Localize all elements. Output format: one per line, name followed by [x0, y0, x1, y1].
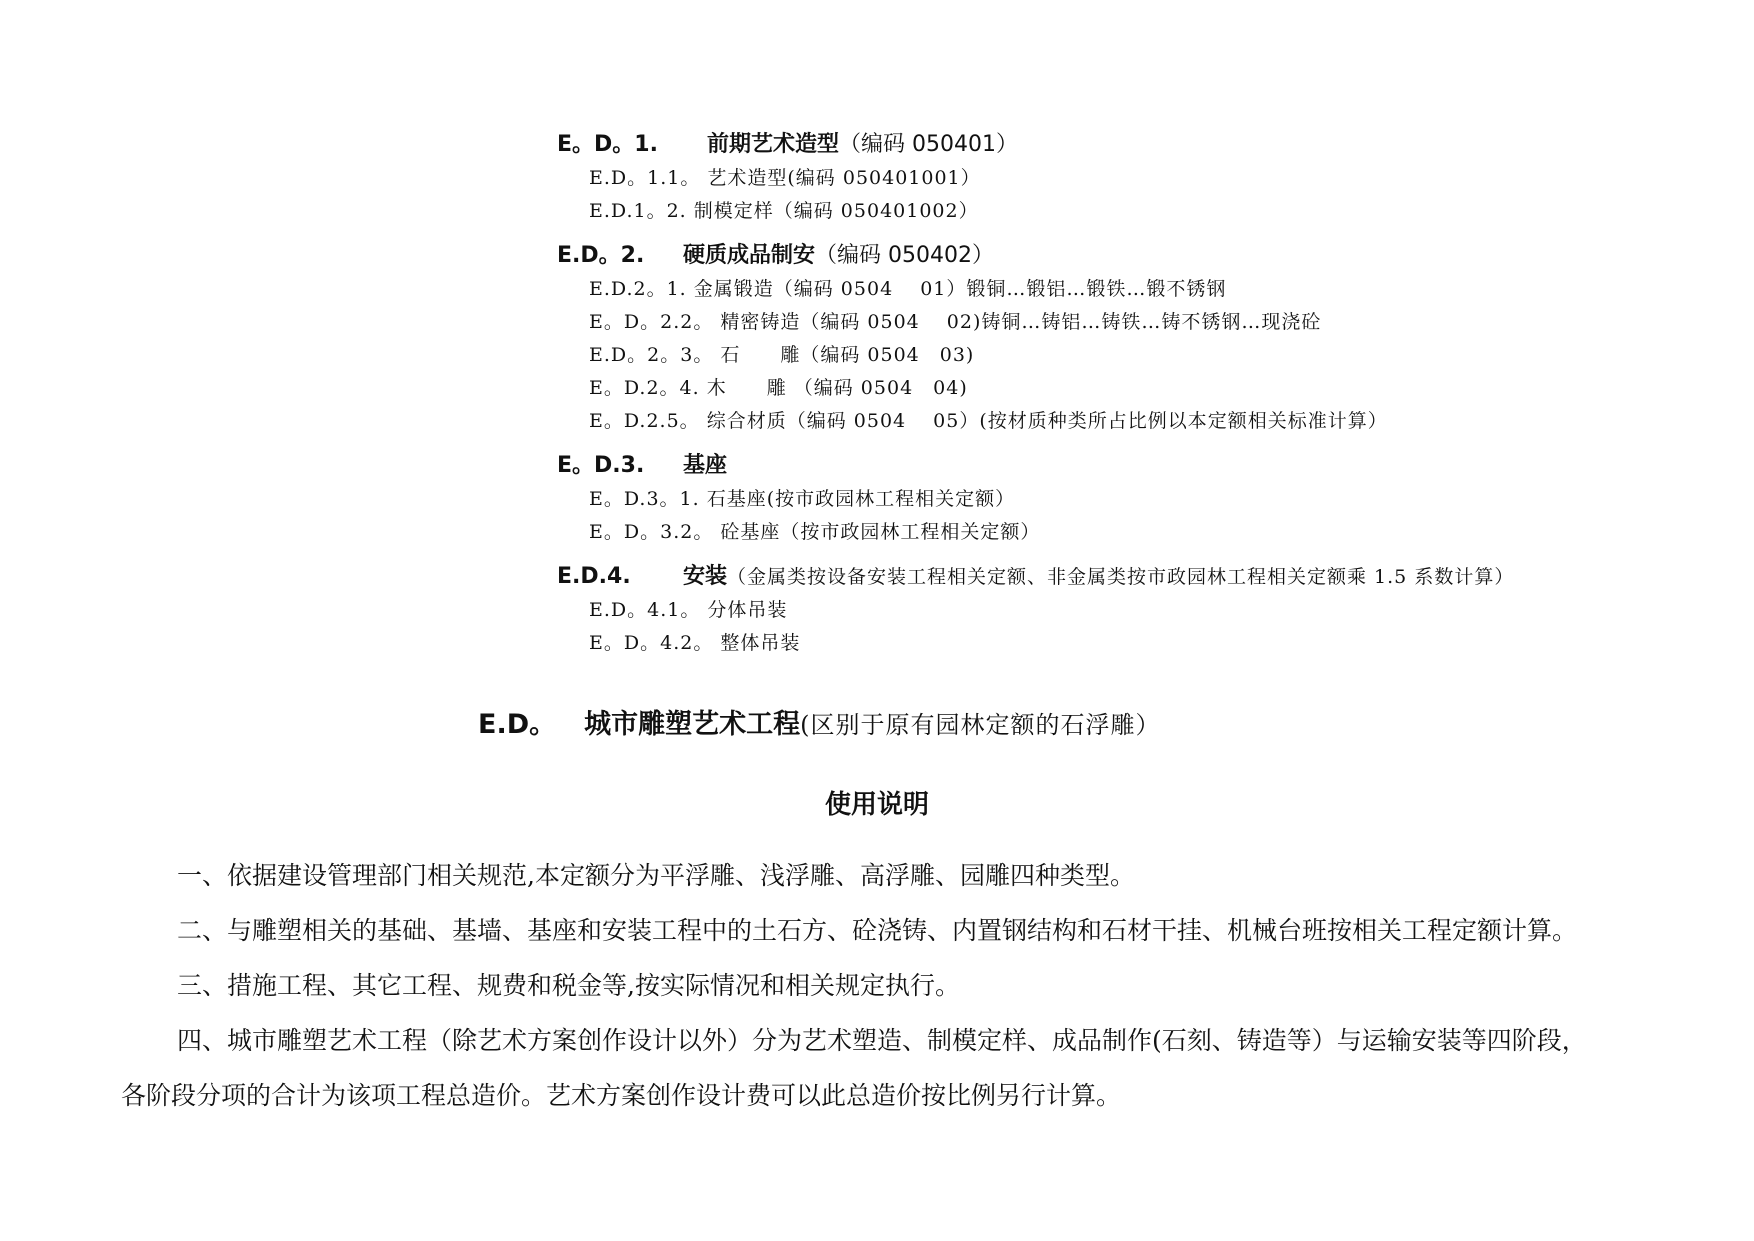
section-heading [557, 560, 1707, 594]
subsection-item: E。D.2。4. 木 雕 （编码 0504 04) [589, 377, 968, 399]
main-title-note: (区别于原有园林定额的石浮雕） [800, 711, 1161, 739]
main-title-name: 城市雕塑艺术工程 [584, 709, 801, 740]
section-code: E。D。1. [557, 132, 658, 157]
subsection-item: E.D.1。2. 制模定样（编码 050401002） [589, 200, 979, 222]
usage-notes [121, 848, 1603, 1123]
section-note: （金属类按设备安装工程相关定额、非金属类按市政园林工程相关定额乘 1.5 系数计算） [727, 566, 1515, 588]
subsection-item: E。D.3。1. 石基座(按市政园林工程相关定额） [589, 488, 1016, 510]
usage-title: 使用说明 [824, 790, 929, 820]
usage-paragraph: 二、与雕塑相关的基础、基墙、基座和安装工程中的土石方、砼浇铸、内置钢结构和石材干挂、机械台班按相关工程定额计算。 [177, 916, 1578, 945]
subsection-item: E。D。2.2。 精密铸造（编码 0504 02)铸铜…铸铝…铸铁…铸不锈钢…现浇砼 [589, 311, 1322, 333]
main-title-code: E.D。 [478, 709, 557, 740]
section-name: 安装 [683, 564, 728, 589]
section-heading [557, 239, 1707, 273]
section-code: E.D.4. [557, 564, 631, 589]
section-outline [557, 128, 1707, 660]
main-title [478, 702, 1161, 741]
section-heading [557, 449, 1707, 483]
usage-paragraph: 三、措施工程、其它工程、规费和税金等,按实际情况和相关规定执行。 [177, 971, 960, 1000]
subsection-item: E。D.2.5。 综合材质（编码 0504 05）(按材质种类所占比例以本定额相关标准计算） [589, 410, 1388, 432]
section-note: （编码 050401） [839, 132, 1018, 157]
usage-paragraph: 四、城市雕塑艺术工程（除艺术方案创作设计以外）分为艺术塑造、制模定样、成品制作(石刻、铸造等）与运输安装等四阶段，各阶段分项的合计为该项工程总造价。艺术方案创作设计费可以此总造价按比例另行计算。 [121, 1026, 1587, 1110]
subsection-item: E.D。2。3。 石 雕（编码 0504 03) [589, 344, 975, 366]
section-code: E.D。2. [557, 243, 645, 268]
subsection-item: E.D。4.1。 分体吊装 [589, 599, 788, 621]
section-name: 硬质成品制安 [683, 243, 816, 268]
section-name: 前期艺术造型 [707, 132, 840, 157]
subsection-item: E.D。1.1。 艺术造型(编码 050401001） [589, 167, 981, 189]
subsection-item: E。D。4.2。 整体吊装 [589, 632, 801, 654]
subsection-item: E。D。3.2。 砼基座（按市政园林工程相关定额） [589, 521, 1041, 543]
section-note: （编码 050402） [815, 243, 994, 268]
section-heading [557, 128, 1707, 162]
section-code: E。D.3. [557, 453, 645, 478]
subsection-item: E.D.2。1. 金属锻造（编码 0504 01）锻铜…锻铝…锻铁…锻不锈钢 [589, 278, 1227, 300]
section-name: 基座 [683, 453, 728, 478]
usage-paragraph: 一、依据建设管理部门相关规范,本定额分为平浮雕、浅浮雕、高浮雕、园雕四种类型。 [177, 861, 1135, 890]
